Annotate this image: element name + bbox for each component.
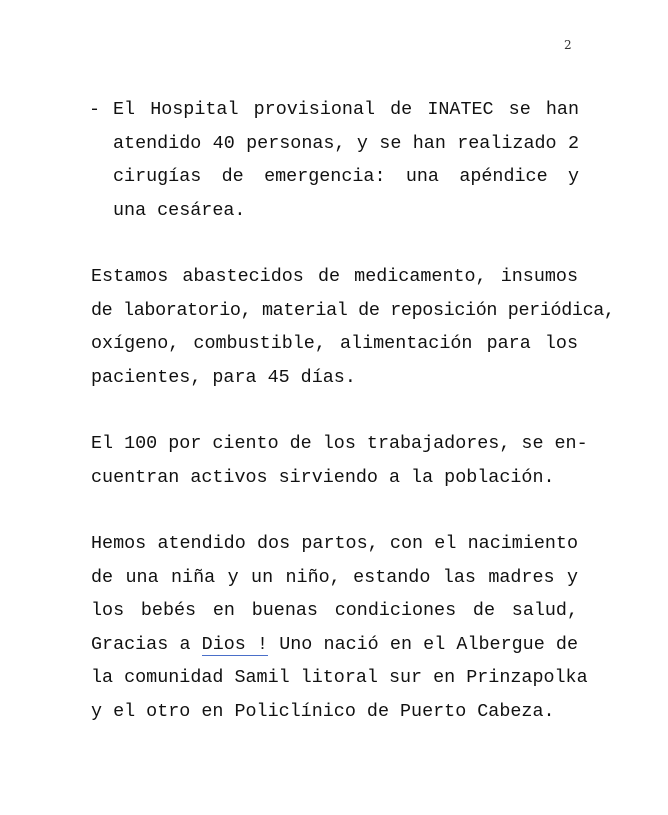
text-line: una cesárea.: [113, 199, 246, 221]
paragraph-workers: [91, 427, 588, 494]
text-line: atendido 40 personas, y se han realizado 2: [113, 132, 579, 154]
text-line: los bebés en buenas condiciones de salud,: [91, 600, 578, 621]
page-number: 2: [564, 38, 572, 52]
bullet-item: [89, 93, 579, 227]
text-line: Estamos abastecidos de medicamento, insumos: [91, 266, 578, 287]
text-line: El 100 por ciento de los trabajadores, se en-: [91, 433, 588, 454]
paragraph-supplies: [91, 260, 615, 394]
text-line: y el otro en Policlínico de Puerto Cabeza.: [91, 700, 555, 722]
bullet-dash: -: [89, 99, 101, 120]
text-line: oxígeno, combustible, alimentación para los: [91, 333, 578, 354]
text-line: [91, 628, 578, 662]
dios-link[interactable]: Dios !: [201, 633, 269, 655]
paragraph-births: [91, 527, 588, 728]
text-line: de laboratorio, material de reposición periódica,: [91, 299, 615, 321]
text-line: pacientes, para 45 días.: [91, 366, 356, 388]
text-line: de una niña y un niño, estando las madres y: [91, 566, 578, 588]
text-line: Hemos atendido dos partos, con el nacimiento: [91, 533, 578, 554]
bullet-text: [113, 93, 579, 227]
text-fragment: Uno nació en el Albergue de: [268, 633, 578, 655]
text-fragment: Gracias a: [91, 633, 202, 655]
text-line: la comunidad Samil litoral sur en Prinzapolka: [91, 667, 588, 688]
text-line: cirugías de emergencia: una apéndice y: [113, 166, 579, 187]
text-line: El Hospital provisional de INATEC se han: [113, 99, 579, 120]
text-line: cuentran activos sirviendo a la población.: [91, 466, 555, 488]
